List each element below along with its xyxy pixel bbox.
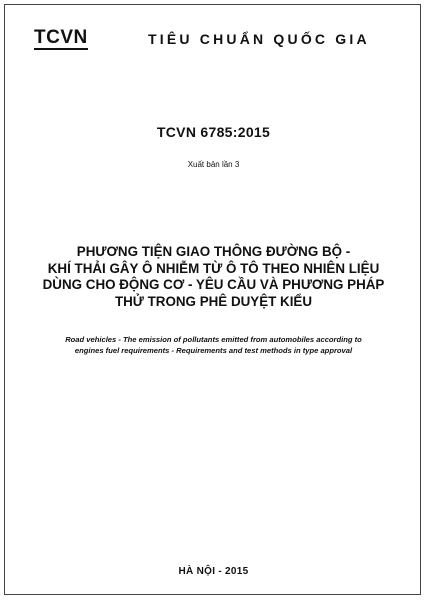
vietnamese-title-line: KHÍ THẢI GÂY Ô NHIỄM TỪ Ô TÔ THEO NHIÊN LIỆU — [47, 260, 380, 276]
vietnamese-title — [0, 244, 427, 310]
national-standard-heading: TIÊU CHUẨN QUỐC GIA — [148, 31, 370, 47]
english-title-line: Road vehicles - The emission of pollutants emitted from automobiles according to — [65, 335, 362, 344]
edition-note: Xuất bản lần 3 — [187, 160, 240, 169]
vietnamese-title-line: PHƯƠNG TIỆN GIAO THÔNG ĐƯỜNG BỘ - — [76, 244, 351, 259]
english-title — [0, 335, 427, 356]
vietnamese-title-line: DÙNG CHO ĐỘNG CƠ - YÊU CẦU VÀ PHƯƠNG PHÁP — [42, 277, 385, 292]
standard-number: TCVN 6785:2015 — [156, 124, 271, 140]
vietnamese-title-line: THỬ TRONG PHÊ DUYỆT KIỂU — [114, 293, 313, 309]
english-title-line: engines fuel requirements - Requirements and test methods in type approval — [74, 345, 353, 355]
tcvn-logo: TCVN — [34, 27, 88, 48]
publication-place-year: HÀ NỘI - 2015 — [178, 566, 249, 577]
